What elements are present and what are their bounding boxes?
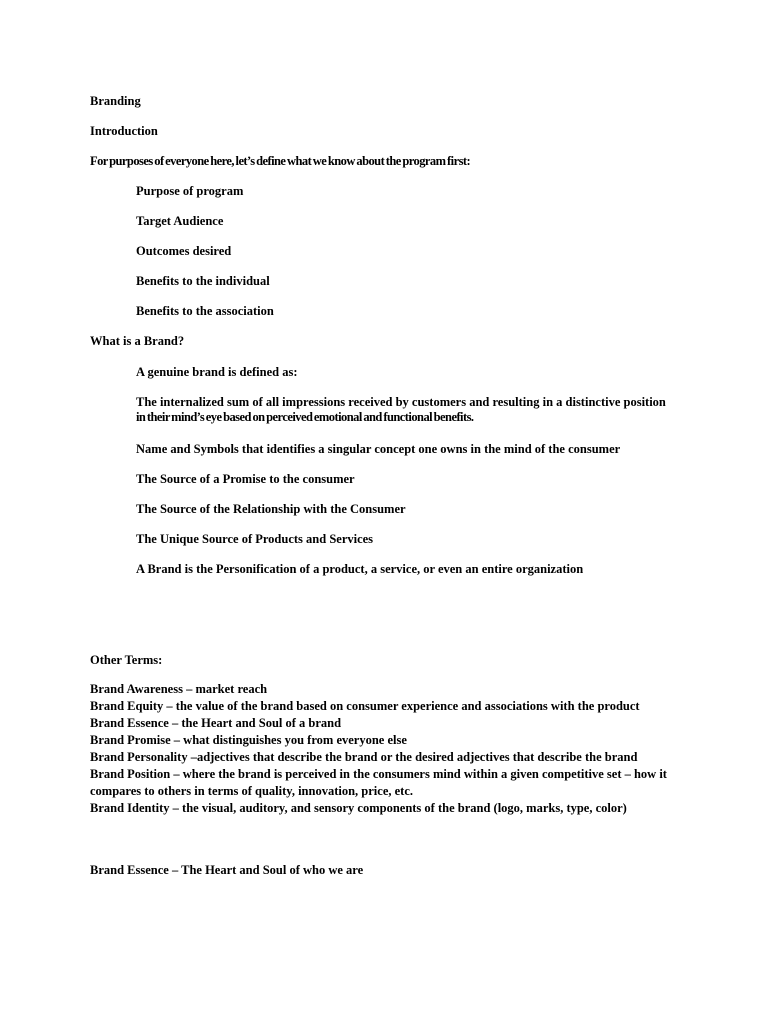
brand-essence-heading: Brand Essence – The Heart and Soul of who we are bbox=[90, 863, 364, 877]
program-item: Target Audience bbox=[136, 214, 224, 228]
term-line: compares to others in terms of quality, innovation, price, etc. bbox=[90, 784, 413, 798]
brand-item: A Brand is the Personification of a product, a service, or even an entire organization bbox=[136, 562, 584, 576]
term-line: Brand Equity – the value of the brand based on consumer experience and associations with the product bbox=[90, 699, 640, 713]
document-title: Branding bbox=[90, 94, 141, 108]
program-item: Benefits to the association bbox=[136, 304, 274, 318]
brand-item: Name and Symbols that identifies a singular concept one owns in the mind of the consumer bbox=[136, 442, 621, 456]
term-line: Brand Promise – what distinguishes you from everyone else bbox=[90, 733, 407, 747]
program-item: Benefits to the individual bbox=[136, 274, 270, 288]
brand-item: The Source of the Relationship with the Consumer bbox=[136, 502, 406, 516]
term-line: Brand Position – where the brand is perceived in the consumers mind within a given competitive set – how it bbox=[90, 767, 667, 781]
term-line: Brand Essence – the Heart and Soul of a brand bbox=[90, 716, 342, 730]
brand-item: The Source of a Promise to the consumer bbox=[136, 472, 355, 486]
brand-defined-label: A genuine brand is defined as: bbox=[136, 365, 298, 379]
program-heading: For purposes of everyone here, let’s define what we know about the program first: bbox=[90, 154, 471, 168]
introduction-heading: Introduction bbox=[90, 124, 158, 138]
brand-item: The Unique Source of Products and Services bbox=[136, 532, 374, 546]
what-is-brand-heading: What is a Brand? bbox=[90, 334, 185, 348]
term-line: Brand Personality –adjectives that describe the brand or the desired adjectives that describe the brand bbox=[90, 750, 638, 764]
term-line: Brand Identity – the visual, auditory, and sensory components of the brand (logo, marks, type, color) bbox=[90, 801, 627, 815]
brand-definition-line: in their mind’s eye based on perceived emotional and functional benefits. bbox=[136, 410, 474, 424]
program-item: Outcomes desired bbox=[136, 244, 232, 258]
brand-definition-line: The internalized sum of all impressions received by customers and resulting in a distinctive position bbox=[136, 395, 666, 409]
program-item: Purpose of program bbox=[136, 184, 244, 198]
term-line: Brand Awareness – market reach bbox=[90, 682, 268, 696]
other-terms-heading: Other Terms: bbox=[90, 653, 163, 667]
